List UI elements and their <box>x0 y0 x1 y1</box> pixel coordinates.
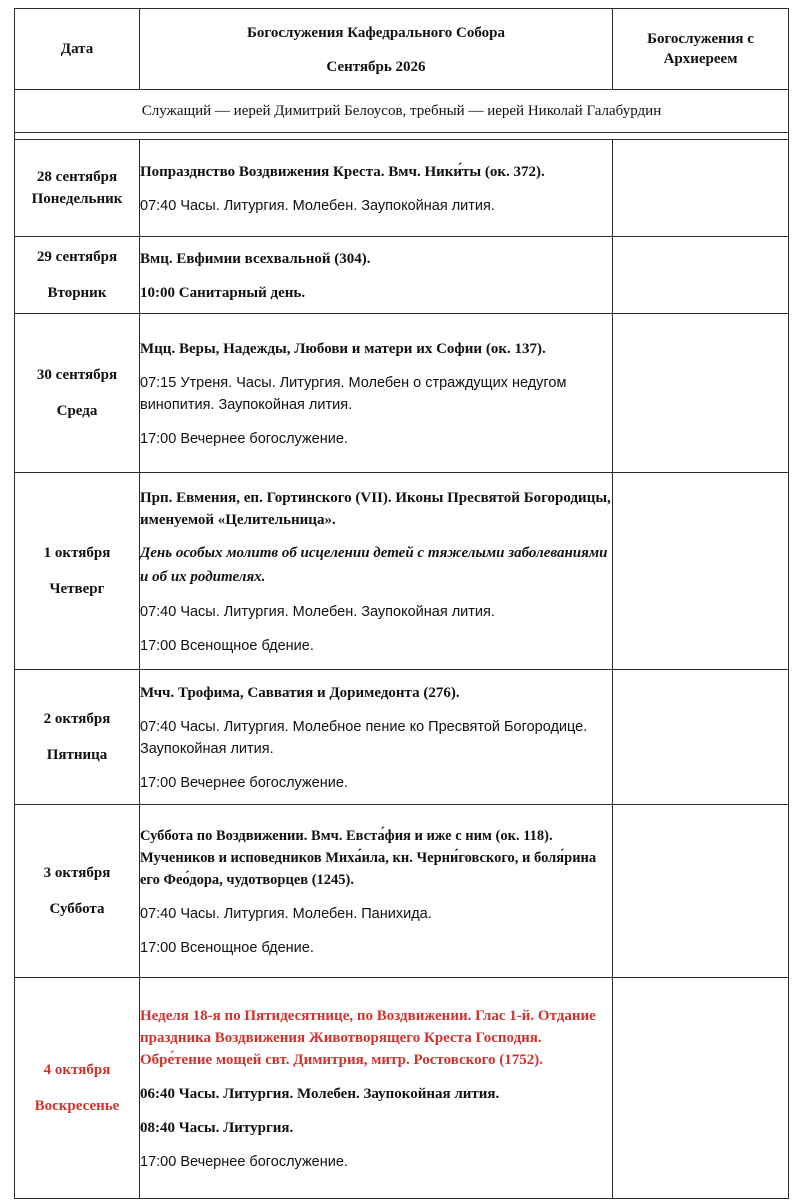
day-row <box>15 978 789 1199</box>
service-line: 17:00 Вечернее богослужение. <box>140 1154 348 1170</box>
header-row <box>15 9 789 90</box>
day-row <box>15 140 789 237</box>
date-weekday: Вторник <box>47 285 107 301</box>
date-cell <box>15 140 140 237</box>
feast-title: Вмц. Евфимии всехвальной (304). <box>140 251 371 267</box>
feast-title: Мчч. Трофима, Савватия и Доримедонта (276). <box>140 685 460 701</box>
header-main-month: Сентябрь 2026 <box>326 59 426 75</box>
header-bishop: Богослужения с Архиереем <box>613 9 789 90</box>
date-number: 3 октября <box>43 865 111 881</box>
day-row <box>15 670 789 805</box>
bishop-cell <box>613 670 789 805</box>
day-row <box>15 805 789 978</box>
date-weekday: Суббота <box>49 901 105 917</box>
service-line: 07:40 Часы. Литургия. Молебен. Панихида. <box>140 906 432 922</box>
header-main <box>140 9 613 90</box>
service-line: 17:00 Вечернее богослужение. <box>140 431 348 447</box>
bishop-cell <box>613 805 789 978</box>
bishop-cell <box>613 473 789 670</box>
content-cell <box>140 237 613 314</box>
date-cell <box>15 473 140 670</box>
content-cell <box>140 473 613 670</box>
service-line: 17:00 Вечернее богослужение. <box>140 775 348 791</box>
header-date: Дата <box>15 9 140 90</box>
date-weekday: Среда <box>56 403 98 419</box>
header-main-title: Богослужения Кафедрального Собора <box>247 25 505 41</box>
date-weekday: Четверг <box>49 581 105 597</box>
day-row <box>15 473 789 670</box>
feast-title: Мцц. Веры, Надежды, Любови и матери их Софии (ок. 137). <box>140 341 546 357</box>
spacer-cell <box>15 133 789 140</box>
service-line: 07:40 Часы. Литургия. Молебен. Заупокойная лития. <box>140 604 495 620</box>
feast-title: Суббота по Воздвижении. Вмч. Евста́фия и иже с ним (ок. 118). Мучеников и исповедников Миха́ила, кн. Черни́говского, и боля́рина его Фео́дора, чудотворцев (1245). <box>140 828 597 888</box>
service-line: 08:40 Часы. Литургия. <box>140 1120 294 1136</box>
special-note: День особых молитв об исцелении детей с тяжелыми заболеваниями и об их родителях. <box>140 545 608 585</box>
content-cell <box>140 670 613 805</box>
bishop-cell <box>613 978 789 1199</box>
service-line: 07:15 Утреня. Часы. Литургия. Молебен о страждущих недугом винопития. Заупокойная лития. <box>140 375 567 413</box>
clergy-text: Служащий — иерей Димитрий Белоусов, требный — иерей Николай Галабурдин <box>15 90 789 133</box>
service-line: 17:00 Всенощное бдение. <box>140 638 314 654</box>
date-number: 29 сентября <box>36 249 118 265</box>
date-cell <box>15 314 140 473</box>
content-cell <box>140 314 613 473</box>
date-number: 28 сентября <box>36 169 118 185</box>
clergy-row <box>15 90 789 133</box>
date-cell <box>15 805 140 978</box>
date-number: 30 сентября <box>36 367 118 383</box>
feast-title: Прп. Евмения, еп. Гортинского (VII). Иконы Пресвятой Богородицы, именуемой «Целительница». <box>140 490 611 528</box>
date-number: 2 октября <box>43 711 111 727</box>
service-line: 10:00 Санитарный день. <box>140 285 306 301</box>
date-number: 4 октября <box>43 1062 111 1078</box>
service-line: 07:40 Часы. Литургия. Молебен. Заупокойная лития. <box>140 198 495 214</box>
content-cell <box>140 978 613 1199</box>
service-line: 07:40 Часы. Литургия. Молебное пение ко Пресвятой Богородице. Заупокойная лития. <box>140 719 588 757</box>
date-weekday: Воскресенье <box>34 1098 120 1114</box>
day-row <box>15 314 789 473</box>
date-weekday: Пятница <box>46 747 108 763</box>
content-cell <box>140 805 613 978</box>
feast-title: Попразднство Воздвижения Креста. Вмч. Ники́ты (ок. 372). <box>140 164 545 180</box>
bishop-cell <box>613 314 789 473</box>
bishop-cell <box>613 140 789 237</box>
date-weekday: Понедельник <box>31 191 123 207</box>
date-cell <box>15 237 140 314</box>
service-line: 17:00 Всенощное бдение. <box>140 940 314 956</box>
date-number: 1 октября <box>43 545 111 561</box>
bishop-cell <box>613 237 789 314</box>
feast-title: Неделя 18-я по Пятидесятнице, по Воздвижении. Глас 1-й. Отдание праздника Воздвижения Животворящего Креста Господня. Обре́тение мощей свт. Димитрия, митр. Ростовского (1752). <box>140 1008 596 1068</box>
schedule-sheet <box>14 8 788 1199</box>
service-line: 06:40 Часы. Литургия. Молебен. Заупокойная лития. <box>140 1086 500 1102</box>
date-cell <box>15 670 140 805</box>
schedule-table <box>14 8 789 1199</box>
day-row <box>15 237 789 314</box>
date-cell <box>15 978 140 1199</box>
content-cell <box>140 140 613 237</box>
spacer-row <box>15 133 789 140</box>
